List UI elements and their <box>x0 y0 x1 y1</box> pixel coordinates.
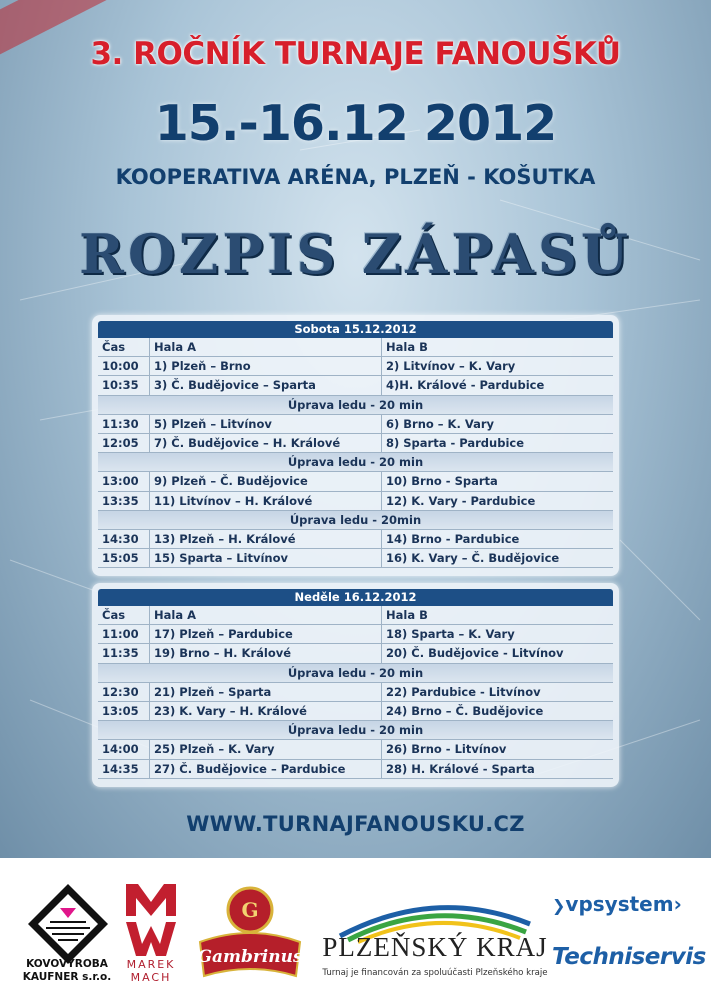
plzensky-kraj-note: Turnaj je financován za spoluúčasti Plzeňského kraje <box>322 968 548 978</box>
tournament-dates: 15.-16.12 2012 <box>154 95 557 152</box>
sponsors-bar <box>0 858 711 1000</box>
hall-b-column-header: Hala B <box>386 340 428 355</box>
match-time: 11:35 <box>98 644 150 662</box>
hall-b-match: 28) H. Králové - Sparta <box>386 761 535 776</box>
match-row <box>98 472 613 491</box>
schedule-title: ROZPIS ZÁPASŮ <box>79 222 632 286</box>
hall-a-match: 15) Sparta – Litvínov <box>150 549 382 567</box>
match-time: 10:00 <box>98 357 150 375</box>
gambrinus-logo-icon <box>196 884 304 994</box>
kaufner-line2: KAUFNER s.r.o. <box>22 971 112 983</box>
kaufner-name <box>14 958 120 984</box>
match-row <box>98 644 613 663</box>
tournament-edition: 3. ROČNÍK TURNAJE FANOUŠKŮ <box>90 36 621 72</box>
ice-maintenance-row: Úprava ledu - 20 min <box>98 396 613 415</box>
marek-line2: MACH <box>130 971 172 984</box>
match-row <box>98 740 613 759</box>
match-time: 14:00 <box>98 740 150 758</box>
svg-text:G: G <box>241 898 259 922</box>
hall-b-column-header: Hala B <box>386 608 428 623</box>
match-time: 13:35 <box>98 492 150 510</box>
hall-a-match: 9) Plzeň – Č. Budějovice <box>150 472 382 490</box>
hall-b-match: 24) Brno – Č. Budějovice <box>386 704 544 719</box>
vpsystem-chevron-icon: › <box>673 892 682 916</box>
hall-a-match: 13) Plzeň – H. Králové <box>150 530 382 548</box>
hall-b-match: 18) Sparta – K. Vary <box>386 627 515 642</box>
hall-a-match: 21) Plzeň – Sparta <box>150 683 382 701</box>
hall-a-match: 27) Č. Budějovice – Pardubice <box>150 760 382 778</box>
hall-a-match: 1) Plzeň – Brno <box>150 357 382 375</box>
match-row <box>98 357 613 376</box>
match-time: 12:05 <box>98 434 150 452</box>
match-time: 14:35 <box>98 760 150 778</box>
match-time: 13:00 <box>98 472 150 490</box>
hall-a-match: 11) Litvínov – H. Králové <box>150 492 382 510</box>
hall-a-match: 7) Č. Budějovice – H. Králové <box>150 434 382 452</box>
tournament-venue: KOOPERATIVA ARÉNA, PLZEŇ - KOŠUTKA <box>115 165 596 189</box>
hall-b-match: 6) Brno – K. Vary <box>386 416 495 431</box>
match-row <box>98 625 613 644</box>
hall-b-match: 8) Sparta - Pardubice <box>386 436 525 451</box>
hall-b-match: 26) Brno - Litvínov <box>386 742 507 757</box>
time-column-header: Čas <box>98 338 150 356</box>
match-time: 13:05 <box>98 702 150 720</box>
hall-a-match: 17) Plzeň – Pardubice <box>150 625 382 643</box>
ice-maintenance-row: Úprava ledu - 20 min <box>98 453 613 472</box>
vpsystem-mark-icon: ❯ <box>552 896 566 915</box>
match-time: 14:30 <box>98 530 150 548</box>
hall-b-match: 22) Pardubice - Litvínov <box>386 684 541 699</box>
match-time: 11:30 <box>98 415 150 433</box>
gambrinus-label: Gambrinus <box>197 947 303 967</box>
techniservis-logo: Techniservis <box>552 944 706 970</box>
match-row <box>98 702 613 721</box>
column-header-row <box>98 606 613 625</box>
hall-b-match: 20) Č. Budějovice - Litvínov <box>386 646 564 661</box>
match-time: 15:05 <box>98 549 150 567</box>
ice-maintenance-row: Úprava ledu - 20 min <box>98 664 613 683</box>
ice-maintenance-row: Úprava ledu - 20 min <box>98 721 613 740</box>
hall-b-match: 2) Litvínov – K. Vary <box>386 359 516 374</box>
hall-a-match: 5) Plzeň – Litvínov <box>150 415 382 433</box>
hall-b-match: 16) K. Vary – Č. Budějovice <box>386 551 560 566</box>
saturday-schedule-table <box>92 315 619 576</box>
marek-mach-logo-icon <box>122 880 180 958</box>
sunday-header: Neděle 16.12.2012 <box>98 589 613 606</box>
saturday-header: Sobota 15.12.2012 <box>98 321 613 338</box>
match-time: 10:35 <box>98 376 150 394</box>
kaufner-logo-icon <box>26 882 110 966</box>
hall-b-match: 12) K. Vary - Pardubice <box>386 493 536 508</box>
hall-b-match: 4)H. Králové - Pardubice <box>386 378 545 393</box>
hall-a-column-header: Hala A <box>150 606 382 624</box>
website-link[interactable]: WWW.TURNAJFANOUSKU.CZ <box>186 812 525 836</box>
match-row <box>98 492 613 511</box>
hall-b-match: 10) Brno - Sparta <box>386 474 498 489</box>
column-header-row <box>98 338 613 357</box>
kaufner-line1: KOVOVÝROBA <box>26 958 108 970</box>
hall-a-match: 25) Plzeň – K. Vary <box>150 740 382 758</box>
hall-a-match: 23) K. Vary – H. Králové <box>150 702 382 720</box>
sunday-schedule-table <box>92 583 619 787</box>
hall-a-match: 3) Č. Budějovice – Sparta <box>150 376 382 394</box>
hall-a-column-header: Hala A <box>150 338 382 356</box>
match-row <box>98 376 613 395</box>
match-time: 12:30 <box>98 683 150 701</box>
hall-a-match: 19) Brno – H. Králové <box>150 644 382 662</box>
match-row <box>98 434 613 453</box>
match-row <box>98 760 613 779</box>
match-row <box>98 549 613 568</box>
marek-line1: MAREK <box>126 958 176 971</box>
marek-mach-name <box>116 958 186 984</box>
vpsystem-name: vpsystem <box>565 892 674 916</box>
vpsystem-logo <box>552 892 682 916</box>
plzensky-kraj-name: PLZEŇSKÝ KRAJ <box>322 932 548 962</box>
time-column-header: Čas <box>98 606 150 624</box>
match-time: 11:00 <box>98 625 150 643</box>
match-row <box>98 530 613 549</box>
match-row <box>98 683 613 702</box>
ice-maintenance-row: Úprava ledu - 20min <box>98 511 613 530</box>
hall-b-match: 14) Brno - Pardubice <box>386 531 520 546</box>
match-row <box>98 415 613 434</box>
